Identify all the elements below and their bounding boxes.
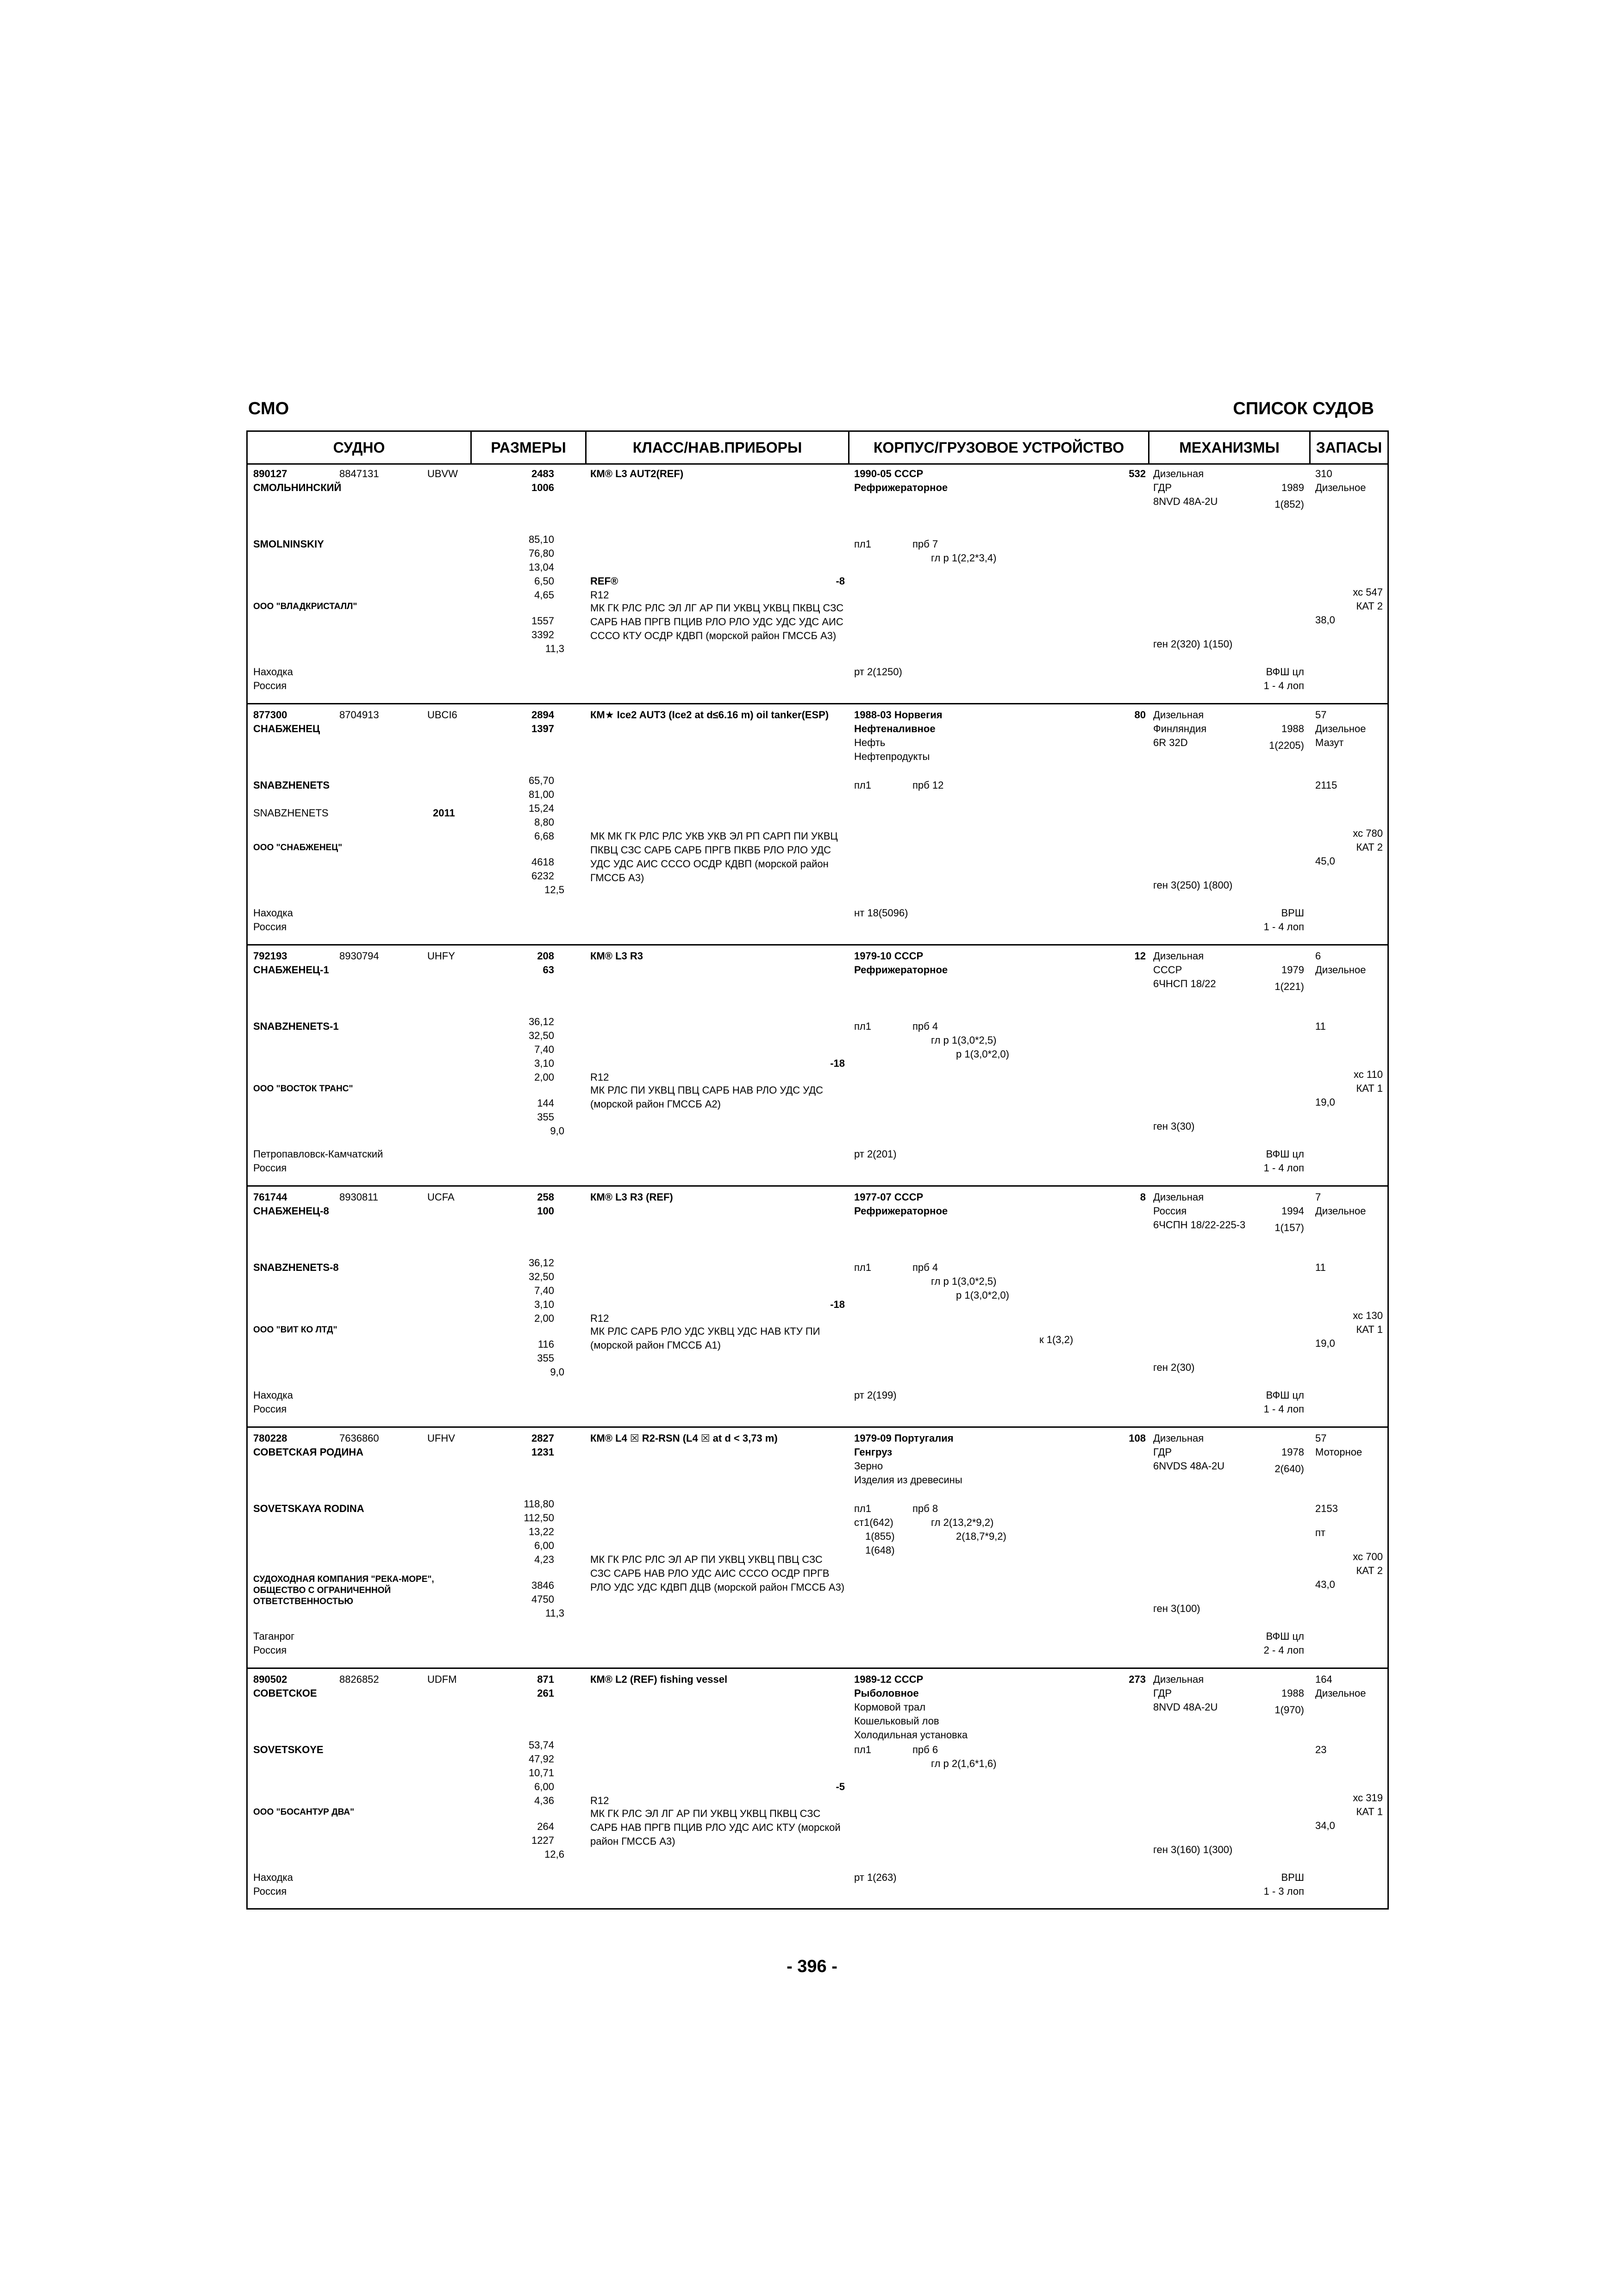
dimension-value: 81,00 bbox=[528, 789, 554, 800]
hull-value: 108 bbox=[1129, 1432, 1146, 1444]
home-port: Находка bbox=[253, 1872, 293, 1883]
fuel-capacity: 164 bbox=[1315, 1674, 1332, 1685]
fuel-capacity: 6 bbox=[1315, 950, 1321, 962]
ship-row bbox=[248, 1187, 1387, 1428]
nav-equipment: МК ГК РЛС РЛС ЭЛ АР ПИ УКВЦ УКВЦ ПВЦ СЗС СЗС САРБ НАВ РЛО УДС АИС СССО ОСДР ПРГВ РЛО УДС УДС КДВП ДЦВ (морской район ГМССБ А3) bbox=[590, 1554, 845, 1593]
hp-rating: хс 780 bbox=[1353, 828, 1383, 839]
engine-power: 1(221) bbox=[1274, 981, 1304, 992]
call-sign: UCFA bbox=[427, 1191, 455, 1203]
engine-power: 1(970) bbox=[1274, 1704, 1304, 1716]
ship-latin-name: SNABZHENETS bbox=[253, 779, 330, 791]
generators: ген 3(250) 1(800) bbox=[1153, 879, 1233, 891]
refrigeration-temp: -18 bbox=[830, 1299, 845, 1310]
hatch-dims: гл 2(13,2*9,2) bbox=[931, 1517, 994, 1528]
hatch-dims: гл р 2(1,6*1,6) bbox=[931, 1758, 997, 1769]
bulkheads: прб 4 bbox=[912, 1020, 938, 1032]
propeller: ВРШ bbox=[1281, 1872, 1304, 1883]
refrigeration-temp: -5 bbox=[836, 1781, 845, 1792]
home-port: Находка bbox=[253, 1389, 293, 1401]
flag-country: Россия bbox=[253, 1403, 287, 1415]
generators: ген 3(160) 1(300) bbox=[1153, 1844, 1233, 1855]
fuel-type: Моторное bbox=[1315, 1446, 1362, 1458]
deck-count: пл1 bbox=[854, 538, 871, 550]
bulkheads: прб 4 bbox=[912, 1262, 938, 1273]
home-port: Петропавловск-Камчатский bbox=[253, 1148, 383, 1160]
ship-owner: ООО "БОСАНТУР ДВА" bbox=[253, 1807, 355, 1817]
bulkheads: прб 7 bbox=[912, 538, 938, 550]
hatch-dims: 2(18,7*9,2) bbox=[956, 1531, 1006, 1542]
engine-country: Россия bbox=[1153, 1205, 1187, 1217]
crane: к 1(3,2) bbox=[1039, 1334, 1074, 1345]
ship-row bbox=[248, 1428, 1387, 1669]
refrigerated-holds: рт 1(263) bbox=[854, 1872, 897, 1883]
refrigerated-holds: рт 2(201) bbox=[854, 1148, 897, 1160]
table-header bbox=[248, 432, 1387, 465]
endurance: 45,0 bbox=[1315, 855, 1335, 867]
refrigeration-temp: -8 bbox=[836, 575, 845, 587]
refrigeration-class: REF® bbox=[590, 575, 618, 587]
cargo-type: Кормовой трал bbox=[854, 1701, 926, 1713]
bulkheads: прб 12 bbox=[912, 779, 944, 791]
engine-year: 1978 bbox=[1281, 1446, 1304, 1458]
build-info: 1989-12 СССР bbox=[854, 1674, 924, 1685]
class-notation: КМ® L2 (REF) fishing vessel bbox=[590, 1674, 728, 1685]
ship-latin-name: SMOLNINSKIY bbox=[253, 538, 324, 550]
dimension-value: 7,40 bbox=[534, 1285, 554, 1296]
engine-type: Дизельная bbox=[1153, 468, 1204, 479]
dimension-value: 6,00 bbox=[534, 1540, 554, 1551]
propeller: ВФШ цл bbox=[1266, 1389, 1304, 1401]
hp-rating: хс 130 bbox=[1353, 1310, 1383, 1321]
dimension-value: 6,50 bbox=[534, 575, 554, 587]
ship-owner: ООО "ВОСТОК ТРАНС" bbox=[253, 1084, 353, 1094]
cargo-type: Нефть bbox=[854, 737, 886, 748]
fuel-type: Дизельное bbox=[1315, 482, 1366, 493]
call-sign: UDFM bbox=[427, 1674, 457, 1685]
speed-knots: 9,0 bbox=[550, 1366, 564, 1378]
col-vessel: СУДНО bbox=[248, 432, 472, 463]
gross-tonnage: 2894 bbox=[531, 709, 554, 721]
build-info: 1990-05 СССР bbox=[854, 468, 924, 479]
speed-knots: 12,5 bbox=[544, 884, 564, 896]
navigation-area: R12 bbox=[590, 1313, 609, 1324]
dimension-value: 36,12 bbox=[528, 1257, 554, 1269]
generators: ген 3(100) bbox=[1153, 1603, 1200, 1614]
stores-extra: пт bbox=[1315, 1527, 1325, 1538]
fuel-capacity: 310 bbox=[1315, 468, 1332, 479]
reg-number: 780228 bbox=[253, 1432, 287, 1444]
propeller-blades: 1 - 3 лоп bbox=[1263, 1885, 1304, 1897]
hull-value: 12 bbox=[1134, 950, 1146, 962]
propeller: ВФШ цл bbox=[1266, 666, 1304, 678]
ship-type: Рефрижераторное bbox=[854, 1205, 948, 1217]
propeller-blades: 2 - 4 лоп bbox=[1263, 1644, 1304, 1656]
ship-name: СНАБЖЕНЕЦ-1 bbox=[253, 964, 329, 976]
refrigerated-holds: рт 2(1250) bbox=[854, 666, 902, 678]
hull-value: 273 bbox=[1129, 1674, 1146, 1685]
engine-type: Дизельная bbox=[1153, 1191, 1204, 1203]
refrigerated-holds: нт 18(5096) bbox=[854, 907, 908, 919]
dimension-value: 3,10 bbox=[534, 1299, 554, 1310]
hp-rating: хс 547 bbox=[1353, 586, 1383, 598]
ship-type: Генгруз bbox=[854, 1446, 893, 1458]
water-capacity: 2115 bbox=[1315, 779, 1337, 791]
class-notation: КМ® L3 R3 bbox=[590, 950, 643, 962]
flag-country: Россия bbox=[253, 1644, 287, 1656]
category: КАТ 2 bbox=[1356, 841, 1383, 853]
imo-number: 8930811 bbox=[339, 1191, 379, 1203]
fuel-type: Дизельное bbox=[1315, 1687, 1366, 1699]
nav-equipment: МК ГК РЛС ЭЛ ЛГ АР ПИ УКВЦ УКВЦ ПКВЦ СЗС САРБ НАВ ПРГВ ПЦИВ РЛО УДС АИС КТУ (морской район ГМССБ А3) bbox=[590, 1808, 841, 1847]
dimension-value: 13,22 bbox=[528, 1526, 554, 1537]
engine-year: 1988 bbox=[1281, 1687, 1304, 1699]
propeller: ВРШ bbox=[1281, 907, 1304, 919]
imo-number: 8930794 bbox=[339, 950, 379, 962]
hp-rating: хс 319 bbox=[1353, 1792, 1383, 1804]
deadweight: 3846 bbox=[531, 1580, 554, 1591]
net-tonnage: 1397 bbox=[531, 723, 554, 734]
dimension-value: 53,74 bbox=[528, 1739, 554, 1751]
ship-type: Нефтеналивное bbox=[854, 723, 936, 734]
navigation-area: R12 bbox=[590, 1795, 609, 1806]
build-info: 1979-09 Португалия bbox=[854, 1432, 954, 1444]
col-stores: ЗАПАСЫ bbox=[1316, 439, 1382, 456]
water-capacity: 11 bbox=[1315, 1262, 1326, 1273]
bulkheads: прб 8 bbox=[912, 1503, 938, 1514]
engine-type: Дизельная bbox=[1153, 1674, 1204, 1685]
nav-equipment: МК РЛС САРБ РЛО УДС УКВЦ УДС НАВ КТУ ПИ (морской район ГМССБ А1) bbox=[590, 1325, 820, 1351]
reg-number: 877300 bbox=[253, 709, 287, 721]
class-notation: КМ® L3 AUT2(REF) bbox=[590, 468, 684, 479]
engine-type: Дизельная bbox=[1153, 950, 1204, 962]
refrigerated-holds: рт 2(199) bbox=[854, 1389, 897, 1401]
col-dimensions: РАЗМЕРЫ bbox=[472, 432, 587, 463]
endurance: 43,0 bbox=[1315, 1579, 1335, 1590]
engine-type: Дизельная bbox=[1153, 709, 1204, 721]
hatch-dims: гл р 1(3,0*2,5) bbox=[931, 1276, 997, 1287]
generators: ген 3(30) bbox=[1153, 1120, 1195, 1132]
displacement: 355 bbox=[537, 1352, 554, 1364]
propeller-blades: 1 - 4 лоп bbox=[1263, 1162, 1304, 1174]
engine-power: 1(2205) bbox=[1269, 740, 1304, 751]
dimension-value: 4,23 bbox=[534, 1554, 554, 1565]
hatch-dims: р 1(3,0*2,0) bbox=[956, 1289, 1009, 1301]
hull-value: 80 bbox=[1134, 709, 1146, 721]
endurance: 34,0 bbox=[1315, 1820, 1335, 1831]
engine-country: ГДР bbox=[1153, 1687, 1172, 1699]
class-notation: КМ★ Ice2 AUT3 (Ice2 at d≤6.16 m) oil tanker(ESP) bbox=[590, 709, 829, 721]
home-port: Находка bbox=[253, 907, 293, 919]
deadweight: 264 bbox=[537, 1821, 554, 1832]
header-right: СПИСОК СУДОВ bbox=[1233, 399, 1374, 418]
engine-country: Финляндия bbox=[1153, 723, 1207, 734]
engine-model: 8NVD 48A-2U bbox=[1153, 496, 1218, 507]
dimension-value: 10,71 bbox=[528, 1767, 554, 1779]
navigation-area: R12 bbox=[590, 589, 609, 601]
engine-year: 1994 bbox=[1281, 1205, 1304, 1217]
call-sign: UBCI6 bbox=[427, 709, 457, 721]
ship-row bbox=[248, 946, 1387, 1187]
dimension-value: 4,65 bbox=[534, 589, 554, 601]
flag-country: Россия bbox=[253, 1162, 287, 1174]
gross-tonnage: 208 bbox=[537, 950, 554, 962]
ship-latin-name: SNABZHENETS-8 bbox=[253, 1262, 339, 1273]
dimension-value: 36,12 bbox=[528, 1016, 554, 1027]
call-sign: UHFY bbox=[427, 950, 455, 962]
displacement: 355 bbox=[537, 1111, 554, 1123]
engine-power: 1(852) bbox=[1274, 498, 1304, 510]
col-machinery: МЕХАНИЗМЫ bbox=[1149, 432, 1311, 463]
engine-year: 1979 bbox=[1281, 964, 1304, 976]
dimension-value: 8,80 bbox=[534, 816, 554, 828]
net-tonnage: 261 bbox=[537, 1687, 554, 1699]
cargo-type: Нефтепродукты bbox=[854, 751, 930, 762]
dimension-value: 76,80 bbox=[528, 548, 554, 559]
speed-knots: 12,6 bbox=[544, 1848, 564, 1860]
displacement: 3392 bbox=[531, 629, 554, 641]
engine-country: ГДР bbox=[1153, 1446, 1172, 1458]
category: КАТ 1 bbox=[1356, 1324, 1383, 1335]
endurance: 19,0 bbox=[1315, 1338, 1335, 1349]
engine-model: 8NVD 48A-2U bbox=[1153, 1701, 1218, 1713]
reg-number: 890127 bbox=[253, 468, 287, 479]
hp-rating: хс 110 bbox=[1354, 1069, 1383, 1080]
flag-country: Россия bbox=[253, 921, 287, 933]
engine-type: Дизельная bbox=[1153, 1432, 1204, 1444]
dimension-value: 6,00 bbox=[534, 1781, 554, 1792]
hatch-dims: гл р 1(2,2*3,4) bbox=[931, 552, 997, 564]
home-port: Находка bbox=[253, 666, 293, 678]
category: КАТ 2 bbox=[1356, 600, 1383, 612]
dimension-value: 3,10 bbox=[534, 1058, 554, 1069]
nav-equipment: МК МК ГК РЛС РЛС УКВ УКВ ЭЛ РП САРП ПИ УКВЦ ПКВЦ СЗС САРБ САРБ ПРГВ ПКВБ РЛО РЛО УДС УДС УДС АИС СССО ОСДР КДВП (морской район ГМССБ А3) bbox=[590, 830, 838, 884]
water-capacity: 2153 bbox=[1315, 1503, 1338, 1514]
fuel-type-2: Мазут bbox=[1315, 737, 1344, 748]
deadweight: 116 bbox=[537, 1338, 554, 1350]
dimension-value: 4,36 bbox=[534, 1795, 554, 1806]
hold-volume: 1(648) bbox=[865, 1544, 895, 1556]
ship-table bbox=[246, 430, 1389, 1910]
deadweight: 4618 bbox=[531, 856, 554, 868]
fuel-capacity: 57 bbox=[1315, 1432, 1327, 1444]
hp-rating: хс 700 bbox=[1353, 1551, 1383, 1562]
cargo-type: Кошельковый лов bbox=[854, 1715, 939, 1727]
fuel-capacity: 7 bbox=[1315, 1191, 1321, 1203]
engine-model: 6ЧСПН 18/22-225-3 bbox=[1153, 1219, 1246, 1231]
header-left: СМО bbox=[248, 399, 289, 418]
dimension-value: 6,68 bbox=[534, 830, 554, 842]
build-info: 1988-03 Норвегия bbox=[854, 709, 943, 721]
reg-number: 890502 bbox=[253, 1674, 287, 1685]
engine-model: 6R 32D bbox=[1153, 737, 1188, 748]
class-notation: КМ® L4 ☒ R2-RSN (L4 ☒ at d < 3,73 m) bbox=[590, 1432, 778, 1444]
cargo-type: Холодильная установка bbox=[854, 1729, 968, 1741]
imo-number: 8847131 bbox=[339, 468, 379, 479]
deck-count: пл1 bbox=[854, 1503, 871, 1514]
deck-count: пл1 bbox=[854, 1020, 871, 1032]
ship-name: СОВЕТСКОЕ bbox=[253, 1687, 317, 1699]
engine-model: 6ЧНСП 18/22 bbox=[1153, 978, 1216, 989]
deck-count: пл1 bbox=[854, 779, 871, 791]
gross-tonnage: 2827 bbox=[531, 1432, 554, 1444]
dimension-value: 2,00 bbox=[534, 1071, 554, 1083]
engine-country: ГДР bbox=[1153, 482, 1172, 493]
generators: ген 2(320) 1(150) bbox=[1153, 638, 1233, 650]
dimension-value: 7,40 bbox=[534, 1044, 554, 1055]
displacement: 1227 bbox=[531, 1835, 554, 1846]
deadweight: 144 bbox=[537, 1097, 554, 1109]
rename-year: 2011 bbox=[433, 807, 455, 819]
ship-latin-name: SNABZHENETS-1 bbox=[253, 1020, 339, 1032]
hatch-dims: гл р 1(3,0*2,5) bbox=[931, 1034, 997, 1046]
category: КАТ 1 bbox=[1356, 1083, 1383, 1094]
ship-owner: ООО "СНАБЖЕНЕЦ" bbox=[253, 843, 343, 852]
col-class-nav: КЛАСС/НАВ.ПРИБОРЫ bbox=[587, 432, 849, 463]
hatch-dims: р 1(3,0*2,0) bbox=[956, 1048, 1009, 1060]
engine-year: 1989 bbox=[1281, 482, 1304, 493]
deck-count: пл1 bbox=[854, 1262, 871, 1273]
propeller-blades: 1 - 4 лоп bbox=[1263, 921, 1304, 933]
imo-number: 7636860 bbox=[339, 1432, 379, 1444]
nav-equipment: МК РЛС ПИ УКВЦ ПВЦ САРБ НАВ РЛО УДС УДС (морской район ГМССБ А2) bbox=[590, 1084, 824, 1110]
ship-row bbox=[248, 463, 1387, 704]
home-port: Таганрог bbox=[253, 1630, 295, 1642]
ship-owner: ООО "ВИТ КО ЛТД" bbox=[253, 1325, 337, 1335]
endurance: 19,0 bbox=[1315, 1096, 1335, 1108]
water-capacity: 23 bbox=[1315, 1744, 1327, 1755]
engine-power: 1(157) bbox=[1274, 1222, 1304, 1233]
page-number: - 396 - bbox=[787, 1957, 837, 1976]
flag-country: Россия bbox=[253, 680, 287, 691]
deck-count: пл1 bbox=[854, 1744, 871, 1755]
navigation-area: R12 bbox=[590, 1071, 609, 1083]
ship-former-name: SNABZHENETS bbox=[253, 807, 329, 819]
ship-owner: ООО "ВЛАДКРИСТАЛЛ" bbox=[253, 602, 357, 611]
nav-equipment: МК ГК РЛС РЛС ЭЛ ЛГ АР ПИ УКВЦ УКВЦ ПКВЦ СЗС САРБ НАВ ПРГВ ПЦИВ РЛО РЛО УДС УДС УДС АИС СССО КТУ ОСДР КДВП (морской район ГМССБ А3) bbox=[590, 602, 844, 641]
gross-tonnage: 871 bbox=[537, 1674, 554, 1685]
endurance: 38,0 bbox=[1315, 614, 1335, 626]
fuel-type: Дизельное bbox=[1315, 1205, 1366, 1217]
call-sign: UBVW bbox=[427, 468, 458, 479]
fuel-capacity: 57 bbox=[1315, 709, 1327, 721]
flag-country: Россия bbox=[253, 1885, 287, 1897]
net-tonnage: 1006 bbox=[531, 482, 554, 493]
category: КАТ 1 bbox=[1356, 1806, 1383, 1817]
ship-name: СОВЕТСКАЯ РОДИНА bbox=[253, 1446, 364, 1458]
ship-name: СМОЛЬНИНСКИЙ bbox=[253, 482, 342, 493]
fuel-type: Дизельное bbox=[1315, 964, 1366, 976]
propeller: ВФШ цл bbox=[1266, 1630, 1304, 1642]
dimension-value: 32,50 bbox=[528, 1030, 554, 1041]
refrigeration-temp: -18 bbox=[830, 1058, 845, 1069]
dimension-value: 85,10 bbox=[528, 534, 554, 545]
reg-number: 761744 bbox=[253, 1191, 287, 1203]
ship-latin-name: SOVETSKOYE bbox=[253, 1744, 324, 1755]
displacement: 6232 bbox=[531, 870, 554, 882]
ship-type: Рефрижераторное bbox=[854, 964, 948, 976]
dimension-value: 2,00 bbox=[534, 1313, 554, 1324]
call-sign: UFHV bbox=[427, 1432, 455, 1444]
engine-year: 1988 bbox=[1281, 723, 1304, 734]
category: КАТ 2 bbox=[1356, 1565, 1383, 1576]
propeller: ВФШ цл bbox=[1266, 1148, 1304, 1160]
ship-type: Рефрижераторное bbox=[854, 482, 948, 493]
imo-number: 8826852 bbox=[339, 1674, 379, 1685]
speed-knots: 11,3 bbox=[545, 1607, 564, 1619]
build-info: 1977-07 СССР bbox=[854, 1191, 924, 1203]
speed-knots: 9,0 bbox=[550, 1125, 564, 1137]
ship-owner: СУДОХОДНАЯ КОМПАНИЯ "РЕКА-МОРЕ", ОБЩЕСТВО С ОГРАНИЧЕННОЙ ОТВЕТСТВЕННОСТЬЮ bbox=[253, 1574, 434, 1606]
net-tonnage: 100 bbox=[537, 1205, 554, 1217]
propeller-blades: 1 - 4 лоп bbox=[1263, 680, 1304, 691]
dimension-value: 15,24 bbox=[528, 803, 554, 814]
ship-row bbox=[248, 704, 1387, 946]
speed-knots: 11,3 bbox=[545, 643, 564, 654]
net-tonnage: 63 bbox=[543, 964, 554, 976]
bulkheads: прб 6 bbox=[912, 1744, 938, 1755]
dimension-value: 47,92 bbox=[528, 1753, 554, 1765]
cargo-type: Изделия из древесины bbox=[854, 1474, 962, 1486]
dimension-value: 118,80 bbox=[524, 1498, 554, 1510]
ship-latin-name: SOVETSKAYA RODINA bbox=[253, 1503, 364, 1514]
net-tonnage: 1231 bbox=[531, 1446, 554, 1458]
deadweight: 1557 bbox=[531, 615, 554, 627]
reg-number: 792193 bbox=[253, 950, 287, 962]
ship-row bbox=[248, 1669, 1387, 1910]
hull-value: 8 bbox=[1140, 1191, 1146, 1203]
engine-country: СССР bbox=[1153, 964, 1182, 976]
ship-name: СНАБЖЕНЕЦ bbox=[253, 723, 320, 734]
hull-value: 532 bbox=[1129, 468, 1146, 479]
displacement: 4750 bbox=[531, 1593, 554, 1605]
propeller-blades: 1 - 4 лоп bbox=[1263, 1403, 1304, 1415]
build-info: 1979-10 СССР bbox=[854, 950, 924, 962]
dimension-value: 13,04 bbox=[528, 561, 554, 573]
hold-volume: ст1(642) bbox=[854, 1517, 893, 1528]
class-notation: КМ® L3 R3 (REF) bbox=[590, 1191, 673, 1203]
cargo-type: Зерно bbox=[854, 1460, 883, 1472]
hold-volume: 1(855) bbox=[865, 1531, 895, 1542]
dimension-value: 32,50 bbox=[528, 1271, 554, 1282]
gross-tonnage: 258 bbox=[537, 1191, 554, 1203]
ship-type: Рыболовное bbox=[854, 1687, 919, 1699]
water-capacity: 11 bbox=[1315, 1020, 1326, 1032]
engine-power: 2(640) bbox=[1274, 1463, 1304, 1475]
fuel-type: Дизельное bbox=[1315, 723, 1366, 734]
imo-number: 8704913 bbox=[339, 709, 379, 721]
engine-model: 6NVDS 48A-2U bbox=[1153, 1460, 1225, 1472]
col-hull-cargo: КОРПУС/ГРУЗОВОЕ УСТРОЙСТВО bbox=[849, 432, 1149, 463]
gross-tonnage: 2483 bbox=[531, 468, 554, 479]
dimension-value: 112,50 bbox=[524, 1512, 554, 1524]
generators: ген 2(30) bbox=[1153, 1362, 1195, 1373]
ship-name: СНАБЖЕНЕЦ-8 bbox=[253, 1205, 329, 1217]
dimension-value: 65,70 bbox=[528, 775, 554, 786]
